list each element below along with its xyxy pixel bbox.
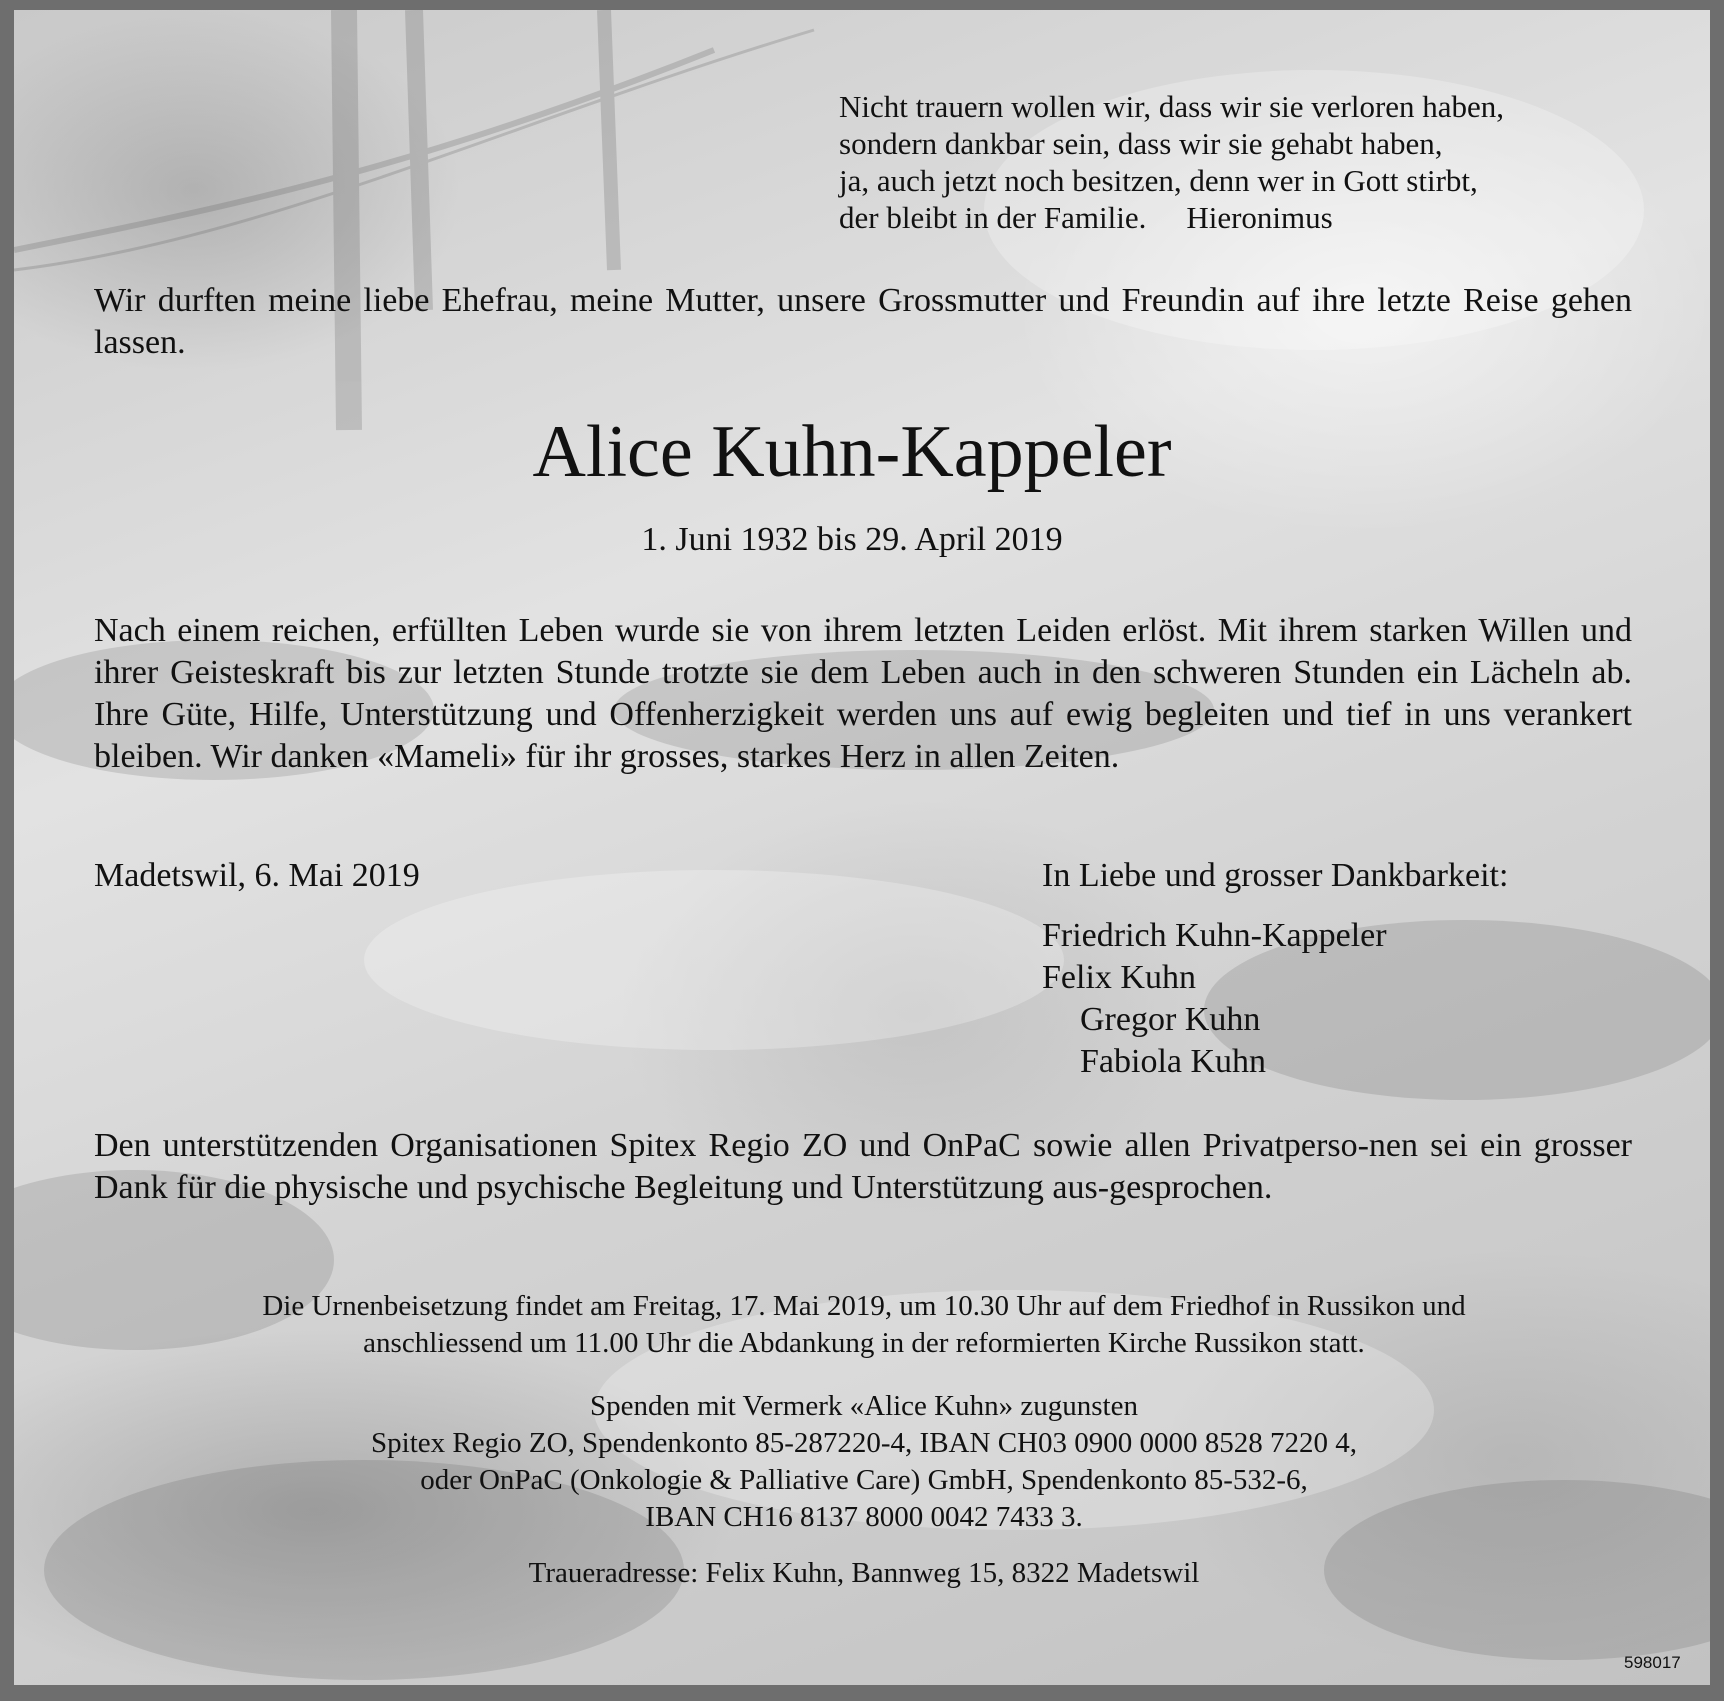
quote-line: sondern dankbar sein, dass wir sie gehabt haben, — [839, 126, 1443, 161]
signer-name: Fabiola Kuhn — [1080, 1043, 1267, 1080]
donation-line: oder OnPaC (Onkologie & Palliative Care) GmbH, Spendenkonto 85-532-6, — [420, 1464, 1308, 1496]
ad-code: 598017 — [1624, 1653, 1681, 1672]
donation-info — [74, 1388, 1654, 1536]
intro-text: Wir durften meine liebe Ehefrau, meine Mutter, unsere Grossmutter und Freundin auf ihre letzte Reise gehen lassen. — [94, 282, 1632, 361]
signer-name: Felix Kuhn — [1042, 959, 1196, 996]
quote-block — [839, 88, 1659, 236]
signers-heading: In Liebe und grosser Dankbarkeit: — [1042, 857, 1509, 894]
deceased-name: Alice Kuhn-Kappeler — [532, 411, 1172, 493]
quote-line: der bleibt in der Familie. — [839, 200, 1147, 235]
tribute-text: Nach einem reichen, erfüllten Leben wurde sie von ihrem letzten Leiden erlöst. Mit ihrem starken Willen und ihrer Geisteskraft bis zur letzten Stunde trotzte sie dem Leben auch in den schweren Stunden ein Lächeln ab. Ihre Güte, Hilfe, Unterstützung und Offenherzigkeit werden uns auf ewig begleiten und tief in uns verankert bleiben. Wir danken «Mameli» für ihr grosses, starkes Herz in allen Zeiten. — [94, 612, 1632, 775]
signer-name: Gregor Kuhn — [1080, 1001, 1261, 1038]
quote-line: Nicht trauern wollen wir, dass wir sie verloren haben, — [839, 89, 1505, 124]
ceremony-info — [74, 1288, 1654, 1362]
ceremony-line: Die Urnenbeisetzung findet am Freitag, 17. Mai 2019, um 10.30 Uhr auf dem Friedhof in Russikon und — [262, 1290, 1466, 1322]
obituary-page — [14, 10, 1710, 1685]
quote-author: Hieronimus — [1186, 200, 1333, 235]
donation-line: Spitex Regio ZO, Spendenkonto 85-287220-4, IBAN CH03 0900 0000 8528 7220 4, — [371, 1427, 1357, 1459]
mourning-address: Traueradresse: Felix Kuhn, Bannweg 15, 8322 Madetswil — [528, 1557, 1200, 1589]
donation-line: Spenden mit Vermerk «Alice Kuhn» zugunsten — [590, 1390, 1138, 1422]
ceremony-line: anschliessend um 11.00 Uhr die Abdankung in der reformierten Kirche Russikon statt. — [363, 1327, 1365, 1359]
donation-line: IBAN CH16 8137 8000 0042 7433 3. — [645, 1501, 1083, 1533]
signers-block — [1042, 855, 1508, 1083]
thanks-text: Den unterstützenden Organisationen Spitex Regio ZO und OnPaC sowie allen Privatperso-nen sei ein grosser Dank für die physische und psychische Begleitung und Unterstützung aus-gesprochen. — [94, 1127, 1632, 1206]
quote-line: ja, auch jetzt noch besitzen, denn wer in Gott stirbt, — [839, 163, 1478, 198]
place-date: Madetswil, 6. Mai 2019 — [94, 857, 420, 894]
life-dates: 1. Juni 1932 bis 29. April 2019 — [641, 521, 1063, 558]
signer-name: Friedrich Kuhn-Kappeler — [1042, 917, 1387, 954]
